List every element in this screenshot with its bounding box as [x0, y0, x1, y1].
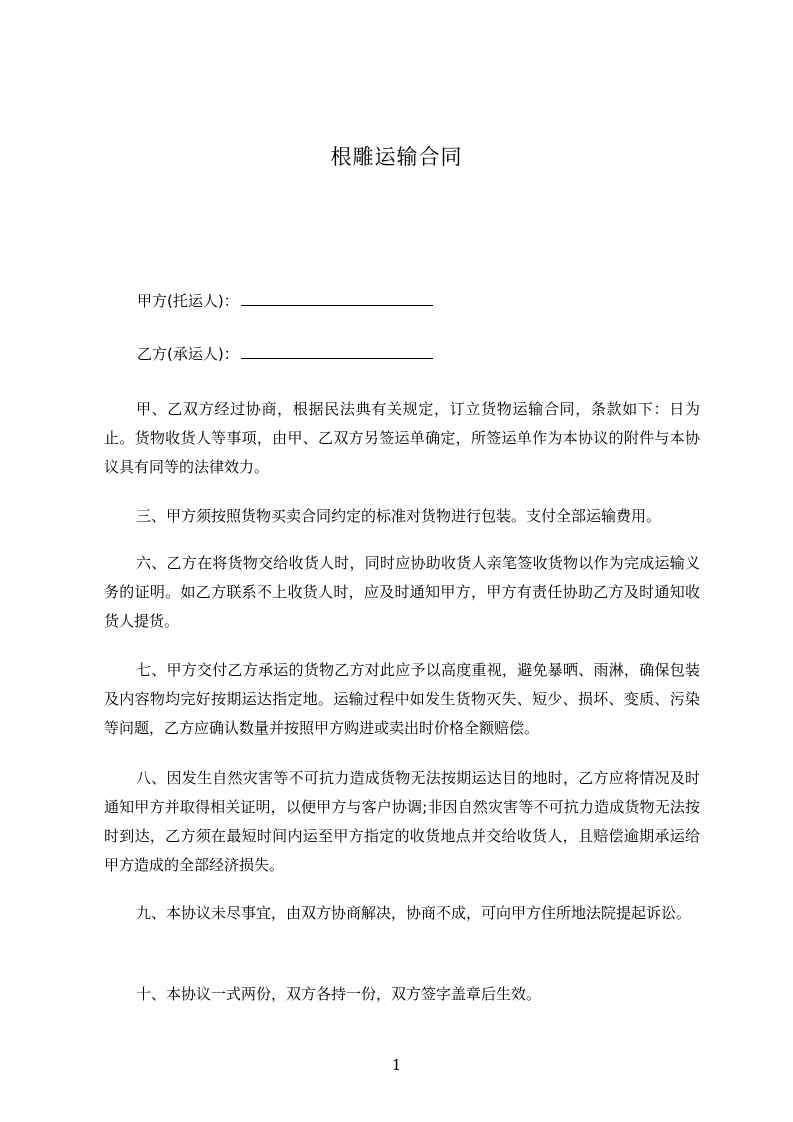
party-a-blank-line [241, 291, 433, 306]
page-title: 根雕运输合同 [330, 145, 463, 169]
paragraph-clause-7: 七、甲方交付乙方承运的货物乙方对此应予以高度重视，避免暴晒、雨淋，确保包装及内容物均完好按期运达指定地。运输过程中如发生货物灭失、短少、损坏、变质、污染等问题，乙方应确认数量并按照甲方购进或卖出时价格全额赔偿。 [104, 661, 700, 737]
paragraph-clause-3: 三、甲方须按照货物买卖合同约定的标准对货物进行包装。支付全部运输费用。 [136, 507, 662, 525]
paragraph-clause-8: 八、因发生自然灾害等不可抗力造成货物无法按期运达目的地时，乙方应将情况及时通知甲方并取得相关证明，以便甲方与客户协调;非因自然灾害等不可抗力造成货物无法按时到达，乙方须在最短时间内运至甲方指定的收货地点并交给收货人，且赔偿逾期承运给甲方造成的全部经济损失。 [104, 769, 700, 874]
paragraph-intro: 甲、乙双方经过协商，根据民法典有关规定，订立货物运输合同，条款如下：日为止。货物收货人等事项，由甲、乙双方另签运单确定，所签运单作为本协议的附件与本协议具有同等的法律效力。 [104, 400, 700, 476]
page-number: 1 [391, 1056, 402, 1074]
party-b-field [137, 343, 433, 365]
paragraph-clause-6: 六、乙方在将货物交给收货人时，同时应协助收货人亲笔签收货物以作为完成运输义务的证明。如乙方联系不上收货人时，应及时通知甲方，甲方有责任协助乙方及时通知收货人提货。 [104, 554, 700, 630]
party-a-field [137, 290, 433, 312]
paragraph-clause-9: 九、本协议未尽事宜，由双方协商解决，协商不成，可向甲方住所地法院提起诉讼。 [136, 904, 692, 922]
party-a-label: 甲方(托运人)： [137, 292, 239, 310]
paragraph-clause-10: 十、本协议一式两份，双方各持一份，双方签字盖章后生效。 [136, 985, 542, 1003]
party-b-label: 乙方(承运人)： [137, 345, 239, 363]
party-b-blank-line [241, 344, 433, 359]
